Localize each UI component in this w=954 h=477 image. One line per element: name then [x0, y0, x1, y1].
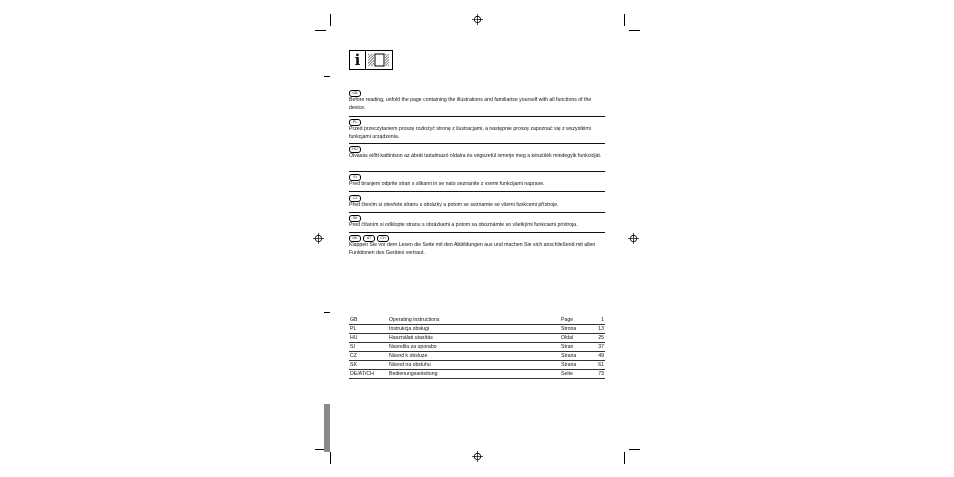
page-number: 13	[598, 326, 604, 332]
info-block-de	[349, 234, 605, 257]
contents-table	[349, 316, 605, 379]
manual-title: Bedienungsanleitung	[389, 371, 438, 377]
crop-mark	[315, 30, 326, 31]
info-text: Klappen Sie vor dem Lesen die Seite mit den Abbildungen aus und machen Sie sich anschließend mit allen Funktionen des Gerätes vertraut.	[349, 242, 596, 256]
crop-mark	[624, 452, 625, 464]
manual-title: Navodila za uporabo	[389, 344, 437, 350]
crop-mark	[330, 14, 331, 26]
separator	[349, 116, 605, 117]
registration-mark-icon	[472, 14, 483, 25]
language-badge: CH	[377, 235, 389, 242]
language-badges	[349, 118, 605, 125]
crop-mark	[624, 14, 625, 26]
info-block-cz	[349, 194, 605, 209]
page-number: 1	[601, 317, 604, 323]
registration-mark-icon	[313, 233, 324, 244]
language-code: PL	[350, 326, 357, 332]
page-number: 37	[598, 344, 604, 350]
table-row	[349, 325, 605, 334]
side-tab	[324, 404, 330, 452]
language-code: SI	[350, 344, 355, 350]
page-word: Strana	[561, 353, 577, 359]
language-code: SK	[350, 362, 357, 368]
info-text: Before reading, unfold the page containing the illustrations and familiarise yourself with all functions of the device.	[349, 97, 592, 111]
manual-title: Návod k obsluze	[389, 353, 428, 359]
page-word: Oldal	[561, 335, 574, 341]
table-row	[349, 370, 605, 379]
page-number: 49	[598, 353, 604, 359]
separator	[349, 212, 605, 213]
side-mark	[324, 76, 330, 77]
language-badges	[349, 194, 605, 201]
info-text: Pred čítaním si odklopte stranu s obrázkami a potom sa oboznámte so všetkými funkciami prístroja.	[349, 222, 578, 228]
language-badges	[349, 173, 605, 180]
crop-mark	[629, 30, 640, 31]
info-block-hu	[349, 145, 605, 160]
info-block-pl	[349, 118, 605, 141]
language-badge: GB	[349, 90, 361, 97]
page-number: 61	[598, 362, 604, 368]
page-word: Page	[561, 317, 574, 323]
language-badge: SK	[349, 215, 361, 222]
info-text: Przed przeczytaniem proszę rozłożyć stronę z ilustracjami, a następnie proszę zapoznać się z wszystkimi funkcjami urządzenia.	[349, 126, 591, 140]
language-badge: AT	[363, 235, 375, 242]
separator	[349, 143, 605, 144]
page-word: Strana	[561, 362, 577, 368]
page-word: Strona	[561, 326, 577, 332]
table-row	[349, 316, 605, 325]
page-number: 25	[598, 335, 604, 341]
info-text: Pred branjem odprite stran s slikami in se nato seznanite z vsemi funkcijami naprave.	[349, 181, 545, 187]
table-row	[349, 361, 605, 370]
registration-mark-icon	[628, 233, 639, 244]
language-code: CZ	[350, 353, 357, 359]
separator	[349, 191, 605, 192]
crop-mark	[330, 452, 331, 464]
language-badges	[349, 145, 605, 152]
info-text: Olvasás előtt kattintson az ábrát tartalmazó oldalra és végezetül ismerje meg a készülék mindegyik funkcióját.	[349, 153, 602, 159]
separator	[349, 232, 605, 233]
language-badges	[349, 89, 605, 96]
language-badge: CZ	[349, 195, 361, 202]
crop-mark	[629, 449, 640, 450]
page-word: Seite	[561, 371, 573, 377]
language-code: DE/AT/CH	[350, 371, 374, 377]
info-icon: i	[350, 51, 366, 69]
table-row	[349, 352, 605, 361]
registration-mark-icon	[472, 451, 483, 462]
language-badges	[349, 234, 605, 241]
manual-title: Használati utasítás	[389, 335, 433, 341]
separator	[349, 171, 605, 172]
unfold-page-icon	[366, 51, 392, 69]
info-block-si	[349, 173, 605, 188]
manual-title: Návod na obsluhu	[389, 362, 431, 368]
manual-title: Operating instructions	[389, 317, 440, 323]
language-badge: SI	[349, 174, 361, 181]
info-text: Před čtením si otevřete stranu s obrázky a potom se seznamte se všemi funkcemi přístroje.	[349, 202, 559, 208]
language-badge: HU	[349, 146, 361, 153]
table-row	[349, 343, 605, 352]
page-word: Stran	[561, 344, 574, 350]
page-number: 73	[598, 371, 604, 377]
language-badge: DE	[349, 235, 361, 242]
table-row	[349, 334, 605, 343]
info-icon-box	[349, 50, 393, 70]
info-block-gb	[349, 89, 605, 112]
side-mark	[324, 312, 330, 313]
language-code: GB	[350, 317, 358, 323]
language-badges	[349, 214, 605, 221]
manual-title: Instrukcja obsługi	[389, 326, 430, 332]
language-code: HU	[350, 335, 358, 341]
info-block-sk	[349, 214, 605, 229]
language-badge: PL	[349, 119, 361, 126]
